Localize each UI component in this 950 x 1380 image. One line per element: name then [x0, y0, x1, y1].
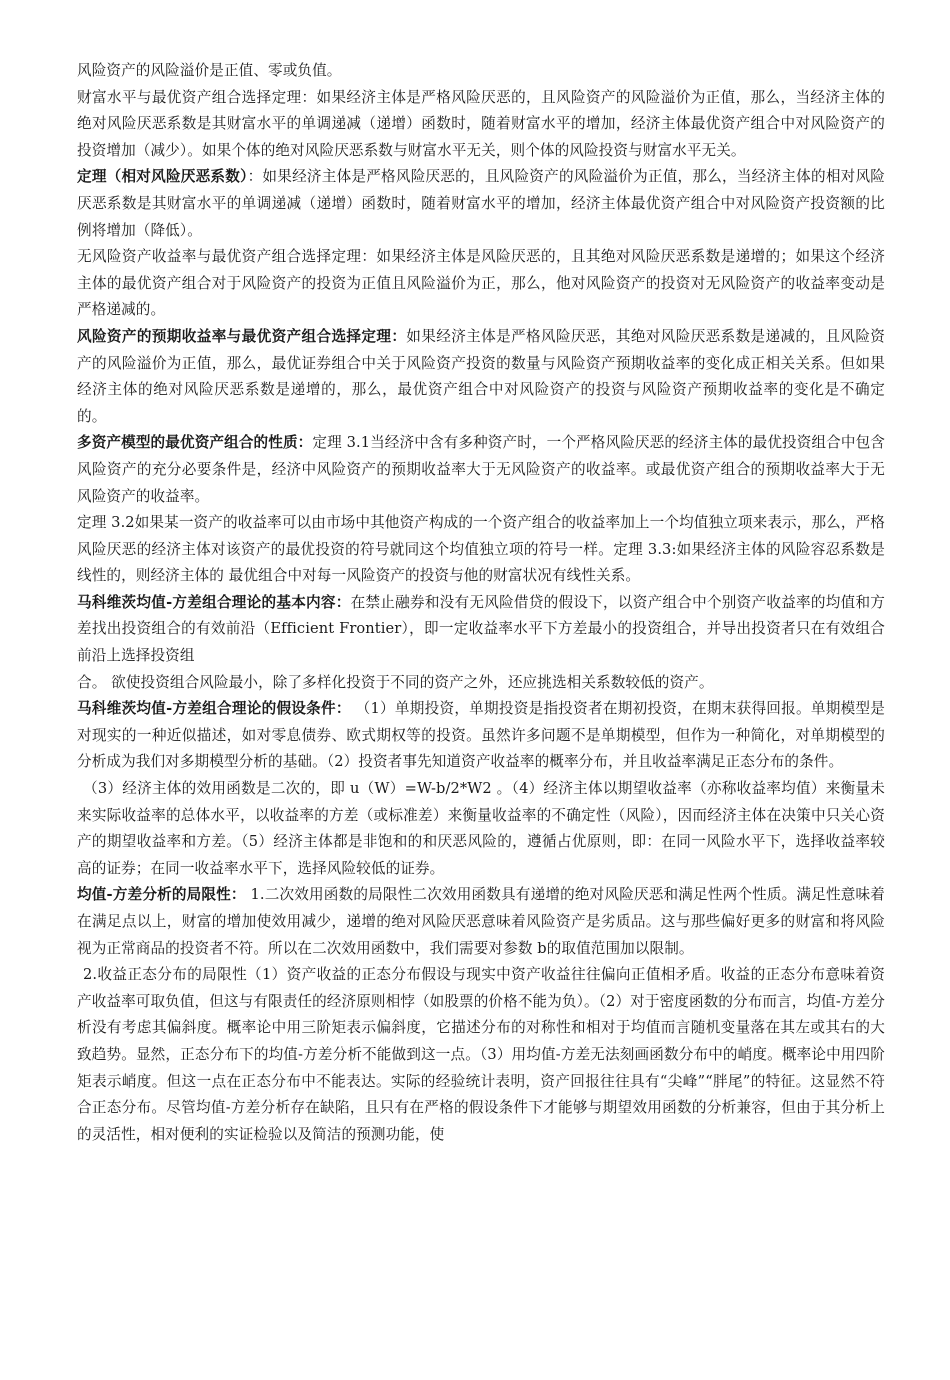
paragraph-text: 合。 欲使投资组合风险最小，除了多样化投资于不同的资产之外，还应挑选相关系数较低的资产。 [77, 673, 714, 691]
paragraph-heading: 多资产模型的最优资产组合的性质： [77, 434, 313, 452]
paragraph-markowitz-assumptions [77, 696, 885, 776]
paragraph-text: 在禁止融券和没有无风险借贷的假设下，以资产组合中个别资产收益率的均值和方差找出投资组合的有效前沿（Efficient Frontier），即一定收益率水平下方差最小的投资组合，并导出投资者只在有效组合前沿上选择投资组 [77, 593, 885, 665]
paragraph-text: 风险资产的风险溢价是正值、零或负值。 [77, 62, 342, 79]
paragraph-expected-return-theorem [77, 324, 885, 430]
paragraph-heading: 定理（相对风险厌恶系数） [77, 168, 248, 186]
paragraph-text: ：如果经济主体是严格风险厌恶的，且风险资产的风险溢价为正值，那么，当经济主体的相对风险厌恶系数是其财富水平的单调递减（递增）函数时，随着财富水平的增加，经济主体最优资产组合中对风险资产投资额的比例将增加（降低）。 [77, 168, 885, 239]
paragraph-relative-risk-aversion [77, 164, 885, 244]
paragraph-text: 1.二次效用函数的局限性二次效用函数具有递增的绝对风险厌恶和满足性两个性质。满足性意味着在满足点以上，财富的增加使效用减少，递增的绝对风险厌恶意味着风险资产是劣质品。这与那些偏好更多的财富和将风险视为正常商品的投资者不符。所以在二次效用函数中，我们需要对参数 b的取值范围加以限制。 [77, 886, 885, 957]
paragraph-text: 2.收益正态分布的局限性（1）资产收益的正态分布假设与现实中资产收益往往偏向正值相矛盾。收益的正态分布意味着资产收益率可取负值，但这与有限责任的经济原则相悖（如股票的价格不能为负）。（2）对于密度函数的分布而言，均值-方差分析没有考虑其偏斜度。概率论中用三阶矩表示偏斜度，它描述分布的对称性和相对于均值而言随机变量落在其左或其右的大致趋势。显然，正态分布下的均值-方差分析不能做到这一点。（3）用均值-方差无法刻画函数分布中的峭度。概率论中用四阶矩表示峭度。但这一点在正态分布中不能表达。实际的经验统计表明，资产回报往往具有“尖峰”“胖尾”的特征。这显然不符合正态分布。尽管均值-方差分析存在缺陷，且只有在严格的假设条件下才能够与期望效用函数的分析兼容，但由于其分析上的灵活性，相对便利的实证检验以及简洁的预测功能，使 [77, 966, 885, 1143]
paragraph-markowitz-continued [77, 670, 885, 697]
document-page [77, 58, 885, 1148]
paragraph-multi-asset-properties [77, 430, 885, 510]
paragraph-text: （1）单期投资，单期投资是指投资者在期初投资，在期末获得回报。单期模型是对现实的一种近似描述，如对零息债券、欧式期权等的投资。虽然许多问题不是单期模型，但作为一种简化，对单期模型的分析成为我们对多期模型分析的基础。（2）投资者事先知道资产收益率的概率分布，并且收益率满足正态分布的条件。 [77, 700, 885, 771]
paragraph-markowitz-content [77, 590, 885, 670]
paragraph-text: 财富水平与最优资产组合选择定理：如果经济主体是严格风险厌恶的，且风险资产的风险溢价为正值，那么，当经济主体的绝对风险厌恶系数是其财富水平的单调递减（递增）函数时，随着财富水平的增加，经济主体最优资产组合中对风险资产的投资增加（减少）。如果个体的绝对风险厌恶系数与财富水平无关，则个体的风险投资与财富水平无关。 [77, 88, 885, 159]
paragraph-risk-premium [77, 58, 885, 85]
paragraph-text: （3）经济主体的效用函数是二次的，即 u（W）=W-b/2*W2 。（4）经济主体以期望收益率（亦称收益率均值）来衡量未来实际收益率的总体水平，以收益率的方差（或标准差）来衡量收益率的不确定性（风险），因而经济主体在决策中只关心资产的期望收益率和方差。（5）经济主体都是非饱和的和厌恶风险的，遵循占优原则，即：在同一风险水平下，选择收益率较高的证券；在同一收益率水平下，选择风险较低的证券。 [77, 780, 885, 877]
paragraph-heading: 均值-方差分析的局限性： [77, 886, 246, 904]
paragraph-assumptions-continued [77, 776, 885, 882]
paragraph-normal-distribution-limits [77, 962, 885, 1148]
paragraph-riskfree-rate-theorem [77, 244, 885, 324]
paragraph-theorem-3-2 [77, 510, 885, 590]
paragraph-wealth-theorem [77, 85, 885, 165]
paragraph-mean-variance-limits [77, 882, 885, 962]
paragraph-heading: 马科维茨均值-方差组合理论的假设条件： [77, 700, 351, 718]
paragraph-heading: 马科维茨均值-方差组合理论的基本内容： [77, 593, 351, 611]
paragraph-text: 无风险资产收益率与最优资产组合选择定理：如果经济主体是风险厌恶的，且其绝对风险厌恶系数是递增的；如果这个经济主体的最优资产组合对于风险资产的投资为正值且风险溢价为正，那么，他对风险资产的投资对无风险资产的收益率变动是严格递减的。 [77, 248, 885, 319]
paragraph-heading: 风险资产的预期收益率与最优资产组合选择定理： [77, 327, 407, 345]
paragraph-text: 如果经济主体是严格风险厌恶，其绝对风险厌恶系数是递减的，且风险资产的风险溢价为正值，那么，最优证券组合中关于风险资产投资的数量与风险资产预期收益率的变化成正相关关系。但如果经济主体的绝对风险厌恶系数是递增的，那么，最优资产组合中对风险资产的投资与风险资产预期收益率的变化是不确定的。 [77, 327, 885, 425]
paragraph-text: 定理 3.2如果某一资产的收益率可以由市场中其他资产构成的一个资产组合的收益率加上一个均值独立项来表示，那么，严格风险厌恶的经济主体对该资产的最优投资的符号就同这个均值独立项的符号一样。定理 3.3:如果经济主体的风险容忍系数是线性的，则经济主体的 最优组合中对每一风险资产的投资与他的财富状况有线性关系。 [77, 514, 885, 585]
paragraph-text: 定理 3.1当经济中含有多种资产时，一个严格风险厌恶的经济主体的最优投资组合中包含风险资产的充分必要条件是，经济中风险资产的预期收益率大于无风险资产的收益率。或最优资产组合的预期收益率大于无风险资产的收益率。 [77, 434, 885, 505]
